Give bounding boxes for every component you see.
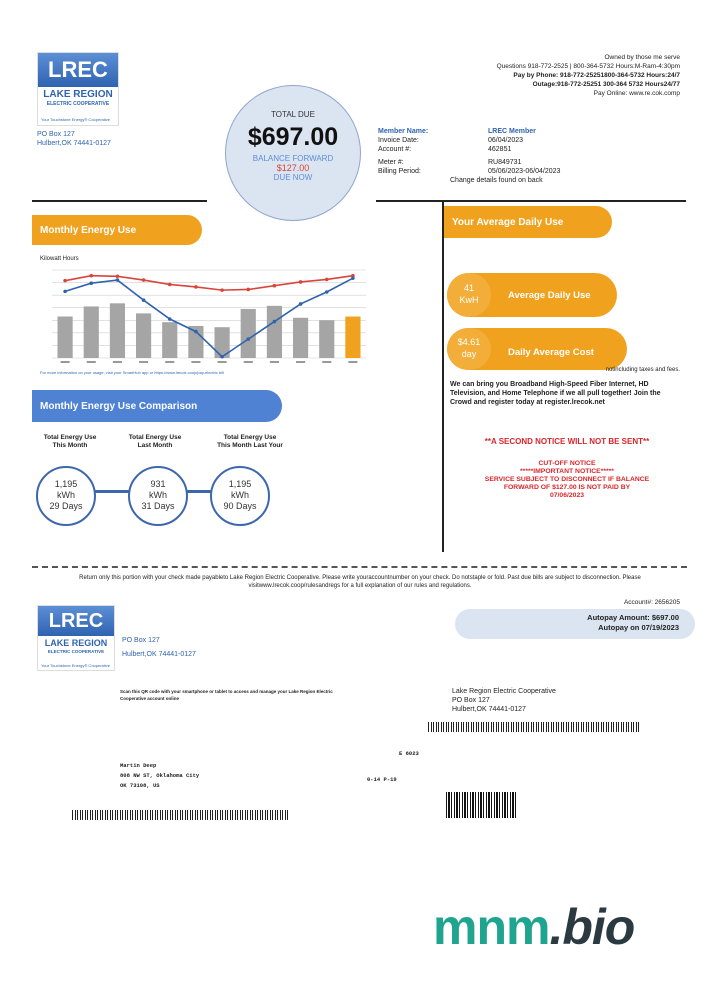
daily-avg-cost-label: Daily Average Cost (508, 347, 594, 358)
chart-tick-label (139, 361, 148, 363)
comparison-subhead-1: This Month (52, 442, 88, 449)
chart-point (273, 284, 277, 288)
avg-daily-use-label: Average Daily Use (508, 290, 591, 301)
autopay-box (455, 609, 695, 639)
chart-point (142, 298, 146, 302)
balance-forward-amount: $127.00 (276, 163, 310, 173)
header-line-2: Questions 918-772-2525 | 800-364-5732 Hours:M-Ram-4:30pm (496, 63, 680, 70)
company-logo (37, 52, 119, 126)
chart-bar (241, 309, 256, 358)
usage-chart (40, 266, 370, 370)
cutoff-line-5: 07/06/2023 (549, 492, 585, 499)
chart-point (299, 280, 303, 284)
mailing-name: Martin Deep (120, 762, 157, 769)
chart-point (63, 279, 67, 283)
comparison-head-3: Total Energy Use (223, 434, 277, 441)
chart-point (142, 278, 146, 282)
mailing-postal-barcode (72, 810, 288, 820)
return-note: Return only this portion with your check made payableto Lake Region Electric Cooperative. Please write youraccountnumber on your check. Do notstaple or fold. Past due bills are subject to disconnection. Please visitwww.lrecok.coop/rulesandregs for a full explanation of our rules and regulations. (79, 575, 641, 589)
chart-point (89, 281, 93, 285)
chart-point (351, 276, 355, 280)
chart-series-line (65, 276, 353, 290)
stub-logo (37, 605, 115, 671)
divider-right (376, 200, 686, 202)
comparison-value-2: 931 (150, 479, 166, 489)
chart-tick-label (165, 361, 174, 363)
meter-label: Meter #: (378, 159, 404, 166)
total-due-amount: $697.00 (247, 123, 339, 151)
monthly-use-title: Monthly Energy Use (32, 215, 202, 245)
cutoff-line-2: *****IMPORTANT NOTICE***** (520, 468, 614, 475)
comparison-head-1: Total Energy Use (43, 434, 97, 441)
cutoff-line-4: FORWARD OF $127.00 IS NOT PAID BY (503, 484, 631, 491)
chart-bar (57, 317, 72, 358)
comparison-unit-2: kWh (149, 490, 167, 500)
watermark-part-1: mnm (433, 899, 550, 955)
logo-sub: ELECTRIC COOPERATIVE (46, 101, 110, 107)
remit-address (452, 687, 556, 714)
chart-bar (319, 320, 334, 358)
member-info (378, 127, 668, 185)
cutoff-line-3: SERVICE SUBJECT TO DISCONNECT IF BALANCE (484, 476, 650, 483)
header-line-4: Outage:918-772-25251 300-364 5732 Hours24/77 (532, 81, 680, 88)
daily-avg-cost-value: $4.61 (457, 337, 481, 347)
member-name-label: Member Name: (378, 128, 429, 135)
header-line-1: Owned by those me serve (604, 54, 680, 61)
scan-barcode (446, 792, 518, 818)
chart-bar (84, 306, 99, 358)
chart-tick-label (270, 361, 279, 363)
remit-name: Lake Region Electric Cooperative (452, 688, 556, 695)
comparison-last-year (200, 434, 300, 450)
chart-tick-label (113, 361, 122, 363)
daily-avg-cost-unit: day (461, 349, 477, 359)
logo-tagline: Your Touchstone Energy® Cooperative (41, 117, 110, 122)
comparison-subhead-3: This Month Last Your (217, 442, 283, 449)
chart-point (220, 355, 224, 359)
chart-point (168, 317, 172, 321)
stub-code-1: E 6023 (399, 750, 419, 757)
chart-point (116, 274, 120, 278)
comparison-unit-3: kWh (231, 490, 249, 500)
total-due-label: TOTAL DUE (271, 110, 315, 119)
stub-logo-sub: ELECTRIC COOPERATIVE (47, 649, 105, 654)
broadband-promo: We can bring you Broadband High-Speed Fiber Internet, HD Television, and Home Telephone if we all pull together! Join the Crowd and register today at register.lrecok.net (450, 381, 661, 406)
stub-po-box: PO Box 127 (122, 637, 160, 644)
total-due-circle (225, 85, 361, 221)
daily-use-title: Your Average Daily Use (444, 206, 612, 238)
stub-code-2: 0-14 P-19 (367, 776, 397, 783)
comparison-circle-last-month (128, 466, 188, 526)
chart-axis-label: Kilowatt Hours (40, 256, 79, 262)
chart-point (299, 302, 303, 306)
autopay-date: Autopay on 07/19/2023 (598, 623, 679, 632)
billing-period-value: 05/06/2023-06/04/2023 (488, 168, 561, 175)
watermark-part-2: .bio (549, 899, 635, 955)
stub-account-number: Account#: 2656205 (623, 599, 680, 606)
chart-series-line (65, 278, 353, 357)
avg-daily-use-value-box (447, 273, 491, 317)
comparison-subhead-2: Last Month (137, 442, 173, 449)
chart-point (194, 285, 198, 289)
chart-point (168, 283, 172, 287)
chart-tick-label (61, 361, 70, 363)
chart-point (89, 274, 93, 278)
chart-bar (267, 306, 282, 358)
divider-left (32, 200, 207, 202)
due-now-label: DUE NOW (273, 173, 313, 182)
stub-city: Hulbert,OK 74441-0127 (122, 651, 196, 658)
chart-tick-label (296, 361, 305, 363)
chart-bar (136, 313, 151, 358)
avg-daily-use-unit: KwH (459, 295, 479, 305)
company-city: Hulbert,OK 74441-0127 (37, 140, 111, 147)
cutoff-line-1: CUT-OFF NOTICE (538, 460, 596, 467)
remit-city: Hulbert,OK 74441-0127 (452, 706, 526, 713)
invoice-date-label: Invoice Date: (378, 137, 419, 144)
chart-tick-label (322, 361, 331, 363)
invoice-date-value: 06/04/2023 (488, 137, 524, 144)
billing-period-label: Billing Period: (378, 168, 421, 175)
chart-point (325, 278, 329, 282)
chart-point (325, 290, 329, 294)
daily-avg-cost-value-box (447, 328, 491, 370)
header-line-5: Pay Online: www.re.cok.comp (593, 90, 680, 97)
comparison-unit-1: kWh (57, 490, 75, 500)
account-value: 462851 (488, 146, 512, 153)
logo-name: LAKE REGION (43, 89, 113, 100)
header-info (497, 53, 680, 98)
mailing-address (120, 761, 199, 791)
chart-point (273, 320, 277, 324)
remit-po-box: PO Box 127 (452, 697, 490, 704)
comparison-value-3: 1,195 (228, 479, 252, 489)
second-notice: **A SECOND NOTICE WILL NOT BE SENT** (484, 437, 650, 446)
tear-line (32, 566, 687, 568)
cutoff-notice (452, 460, 682, 500)
comparison-last-month (115, 434, 195, 450)
avg-daily-use-value: 41 (463, 283, 474, 293)
chart-tick-label (87, 361, 96, 363)
stub-logo-tagline: Your Touchstone Energy® Cooperative (41, 663, 110, 668)
chart-point (246, 337, 250, 341)
mailing-street: 808 NW ST, Oklahoma City (120, 772, 200, 779)
stub-logo-mark: LREC (38, 606, 114, 636)
comparison-title: Monthly Energy Use Comparison (32, 390, 282, 422)
chart-tick-label (191, 361, 200, 363)
chart-point (220, 288, 224, 292)
chart-bar (162, 322, 177, 358)
header-line-3: Pay by Phone: 918-772-25251800-364-5732 Hours:24/7 (513, 72, 680, 79)
member-name-value: LREC Member (488, 128, 536, 135)
chart-point (246, 288, 250, 292)
comparison-head-2: Total Energy Use (128, 434, 182, 441)
chart-point (63, 290, 67, 294)
balance-forward-label: BALANCE FORWARD (252, 154, 334, 163)
mailing-city: OK 73108, US (120, 782, 160, 789)
logo-mark: LREC (38, 53, 118, 87)
chart-tick-label (348, 361, 357, 363)
change-note: Change details found on back (450, 177, 543, 184)
chart-point (116, 278, 120, 282)
chart-bar (293, 318, 308, 358)
autopay-amount: Autopay Amount: $697.00 (587, 613, 679, 622)
meter-value: RU849731 (488, 159, 522, 166)
column-divider (442, 200, 444, 552)
tax-note: notincluding taxes and fees. (605, 367, 680, 373)
comparison-value-1: 1,195 (54, 479, 78, 489)
comparison-circle-last-year (210, 466, 270, 526)
remit-postal-barcode (428, 722, 640, 732)
comparison-circle-this-month (36, 466, 96, 526)
chart-bar (345, 317, 360, 358)
company-po-box: PO Box 127 (37, 131, 75, 138)
chart-bar (110, 303, 125, 358)
stub-logo-name: LAKE REGION (44, 638, 108, 648)
comparison-days-2: 31 Days (141, 501, 175, 511)
chart-point (194, 330, 198, 334)
comparison-this-month (35, 434, 105, 450)
qr-note: Scan this QR code with your smartphone or tablet to access and manage your Lake Region Electric Cooperative account online (120, 689, 333, 701)
watermark-logo (433, 898, 634, 956)
comparison-days-1: 29 Days (49, 501, 83, 511)
account-label: Account #: (378, 146, 412, 153)
comparison-days-3: 90 Days (223, 501, 257, 511)
chart-footnote: For more information on your usage, visit your SmartHub app or https://www.lrecok.coop/pay-electric bill (40, 370, 224, 375)
chart-tick-label (218, 361, 227, 363)
chart-tick-label (244, 361, 253, 363)
